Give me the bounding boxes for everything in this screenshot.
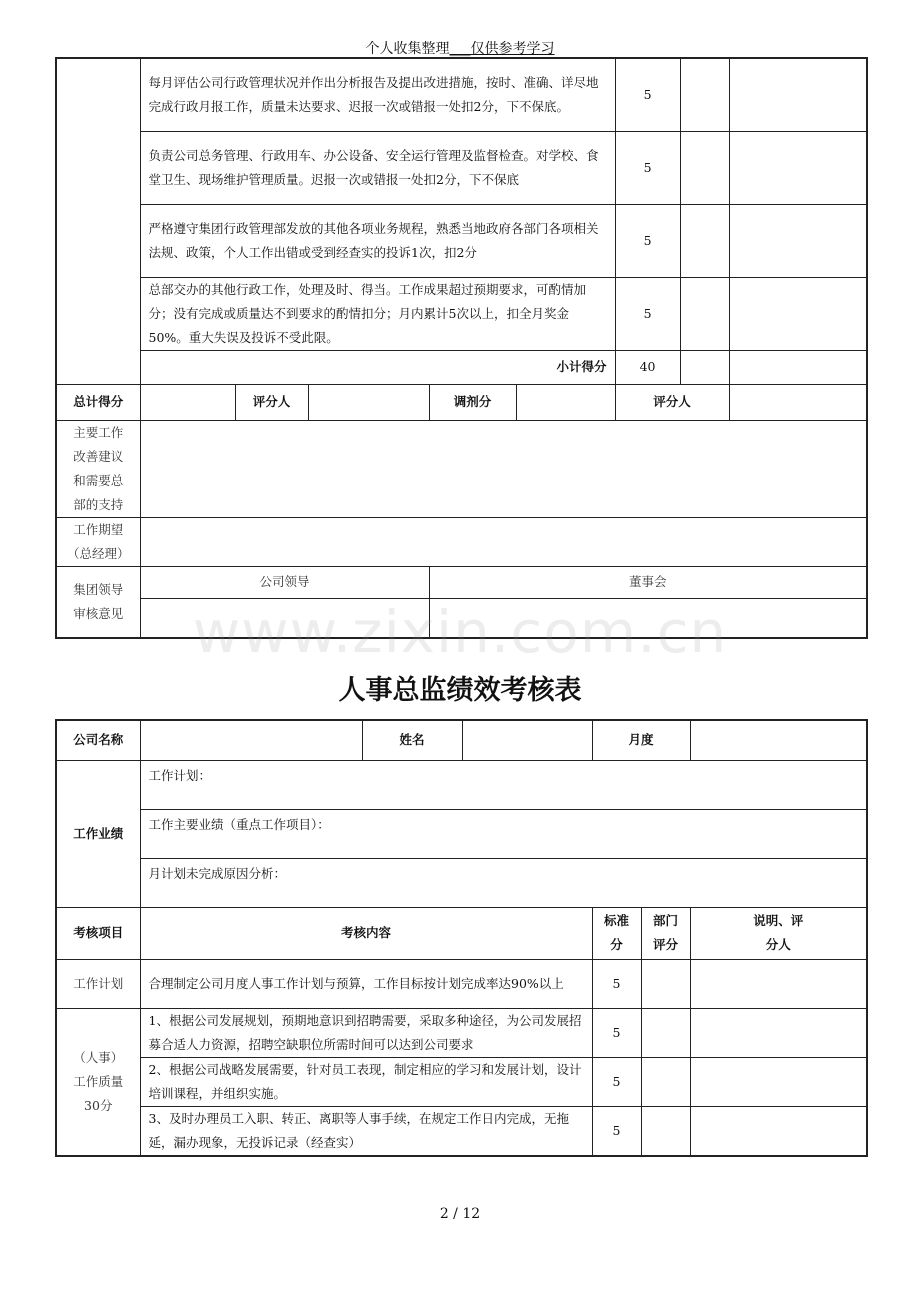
criteria-content: 每月评估公司行政管理状况并作出分析报告及提出改进措施，按时、准确、详尽地完成行政月报工作，质量未达要求、迟报一次或错报一处扣2分，下不保底。 — [140, 58, 615, 131]
category-cell-empty — [56, 58, 140, 384]
table-row — [56, 131, 867, 204]
criteria-content: 2、根据公司战略发展需要，针对员工表现，制定相应的学习和发展计划，设计培训课程，并组织实施。 — [140, 1057, 592, 1106]
note-cell[interactable] — [729, 204, 867, 277]
adjust-score-field[interactable] — [516, 384, 615, 420]
total-row — [56, 384, 867, 420]
criteria-content: 负责公司总务管理、行政用车、办公设备、安全运行管理及监督检查。对学校、食堂卫生、现场维护管理质量。迟报一次或错报一处扣2分，下不保底 — [140, 131, 615, 204]
expectation-field[interactable] — [140, 517, 867, 566]
dept-score-cell[interactable] — [680, 131, 729, 204]
company-name-label: 公司名称 — [56, 720, 140, 760]
main-performance-label: 工作主要业绩（重点工作项目）： — [148, 816, 330, 832]
standard-score: 5 — [592, 1008, 641, 1057]
group-review-row — [56, 566, 867, 598]
dept-score-cell[interactable] — [641, 1008, 690, 1057]
watermark: www.zixin.com.cn — [192, 598, 728, 666]
unfinished-reason-label: 月计划未完成原因分析： — [148, 865, 287, 881]
note-cell[interactable] — [690, 1008, 867, 1057]
note-cell[interactable] — [729, 350, 867, 384]
table-row — [56, 58, 867, 131]
standard-score: 5 — [615, 204, 680, 277]
note-cell[interactable] — [690, 1057, 867, 1106]
subtotal-label: 小计得分 — [140, 350, 615, 384]
standard-score: 5 — [615, 277, 680, 350]
table-row — [56, 204, 867, 277]
work-plan-label: 工作计划： — [148, 767, 212, 783]
dept-score-cell[interactable] — [680, 350, 729, 384]
name-label: 姓名 — [362, 720, 462, 760]
note-cell[interactable] — [690, 959, 867, 1008]
dept-score-cell[interactable] — [680, 58, 729, 131]
table-row — [56, 1106, 867, 1156]
page-number: 2 / 12 — [439, 1206, 481, 1222]
note-cell[interactable] — [690, 1106, 867, 1156]
criteria-content: 合理制定公司月度人事工作计划与预算，工作目标按计划完成率达90%以上 — [140, 959, 592, 1008]
main-performance-field[interactable] — [140, 809, 867, 858]
month-label: 月度 — [592, 720, 690, 760]
info-row — [56, 720, 867, 760]
improvement-row — [56, 420, 867, 517]
company-leader-label: 公司领导 — [140, 566, 429, 598]
subtotal-row — [56, 350, 867, 384]
col-header-item: 考核项目 — [56, 907, 140, 959]
group-review-fields-row — [56, 598, 867, 638]
table-row — [56, 1008, 867, 1057]
standard-score: 5 — [592, 1106, 641, 1156]
col-header-content: 考核内容 — [140, 907, 592, 959]
board-label: 董事会 — [429, 566, 867, 598]
standard-score: 5 — [592, 1057, 641, 1106]
improvement-label: 主要工作改善建议和需要总部的支持 — [56, 420, 140, 517]
dept-score-cell[interactable] — [641, 959, 690, 1008]
table-row — [56, 1057, 867, 1106]
dept-score-cell[interactable] — [680, 204, 729, 277]
group-review-label: 集团领导审核意见 — [56, 566, 140, 638]
reviewer-label-2: 评分人 — [615, 384, 729, 420]
total-score-label: 总计得分 — [56, 384, 140, 420]
performance-row — [56, 809, 867, 858]
performance-label: 工作业绩 — [56, 760, 140, 907]
standard-score: 5 — [592, 959, 641, 1008]
standard-score: 5 — [615, 58, 680, 131]
performance-row — [56, 858, 867, 907]
note-cell[interactable] — [729, 58, 867, 131]
subtotal-value: 40 — [615, 350, 680, 384]
dept-score-cell[interactable] — [641, 1057, 690, 1106]
total-score-field[interactable] — [140, 384, 235, 420]
criteria-content: 总部交办的其他行政工作，处理及时、得当。工作成果超过预期要求，可酌情加分；没有完成或质量达不到要求的酌情扣分；月内累计5次以上，扣全月奖金50%。重大失误及投诉不受此限。 — [140, 277, 615, 350]
col-header-standard: 标准分 — [592, 907, 641, 959]
month-field[interactable] — [690, 720, 867, 760]
column-header-row — [56, 907, 867, 959]
reviewer-field[interactable] — [308, 384, 429, 420]
page-header-note — [0, 38, 920, 58]
dept-score-cell[interactable] — [680, 277, 729, 350]
unfinished-reason-field[interactable] — [140, 858, 867, 907]
adjust-score-label: 调剂分 — [429, 384, 516, 420]
col-header-dept: 部门评分 — [641, 907, 690, 959]
page-title: 人事总监绩效考核表 — [338, 675, 582, 706]
name-field[interactable] — [462, 720, 592, 760]
col-header-note: 说明、评分人 — [690, 907, 867, 959]
reviewer-field-2[interactable] — [729, 384, 867, 420]
reviewer-label: 评分人 — [235, 384, 308, 420]
table-row — [56, 277, 867, 350]
standard-score: 5 — [615, 131, 680, 204]
improvement-field[interactable] — [140, 420, 867, 517]
work-plan-field[interactable] — [140, 760, 867, 809]
criteria-content: 3、及时办理员工入职、转正、离职等人事手续，在规定工作日内完成，无拖延，漏办现象，无投诉记录（经查实） — [140, 1106, 592, 1156]
company-leader-field[interactable] — [140, 598, 429, 638]
criteria-content: 1、根据公司发展规划，预期地意识到招聘需要，采取多种途径，为公司发展招募合适人力资源，招聘空缺职位所需时间可以达到公司要求 — [140, 1008, 592, 1057]
expectation-label: 工作期望（总经理） — [56, 517, 140, 566]
company-name-field[interactable] — [140, 720, 362, 760]
header-note-plain: 个人收集整理 — [365, 41, 450, 57]
header-note-underlined: ___仅供参考学习 — [449, 41, 555, 57]
expectation-row — [56, 517, 867, 566]
criteria-content: 严格遵守集团行政管理部发放的其他各项业务规程，熟悉当地政府各部门各项相关法规、政策，个人工作出错或受到经查实的投诉1次，扣2分 — [140, 204, 615, 277]
table-row — [56, 959, 867, 1008]
note-cell[interactable] — [729, 277, 867, 350]
hr-director-evaluation-table — [55, 719, 868, 1157]
admin-evaluation-table-continued — [55, 57, 868, 639]
quality-item-label: （人事）工作质量30分 — [56, 1008, 140, 1156]
plan-item-label: 工作计划 — [56, 959, 140, 1008]
board-field[interactable] — [429, 598, 867, 638]
note-cell[interactable] — [729, 131, 867, 204]
performance-row — [56, 760, 867, 809]
dept-score-cell[interactable] — [641, 1106, 690, 1156]
